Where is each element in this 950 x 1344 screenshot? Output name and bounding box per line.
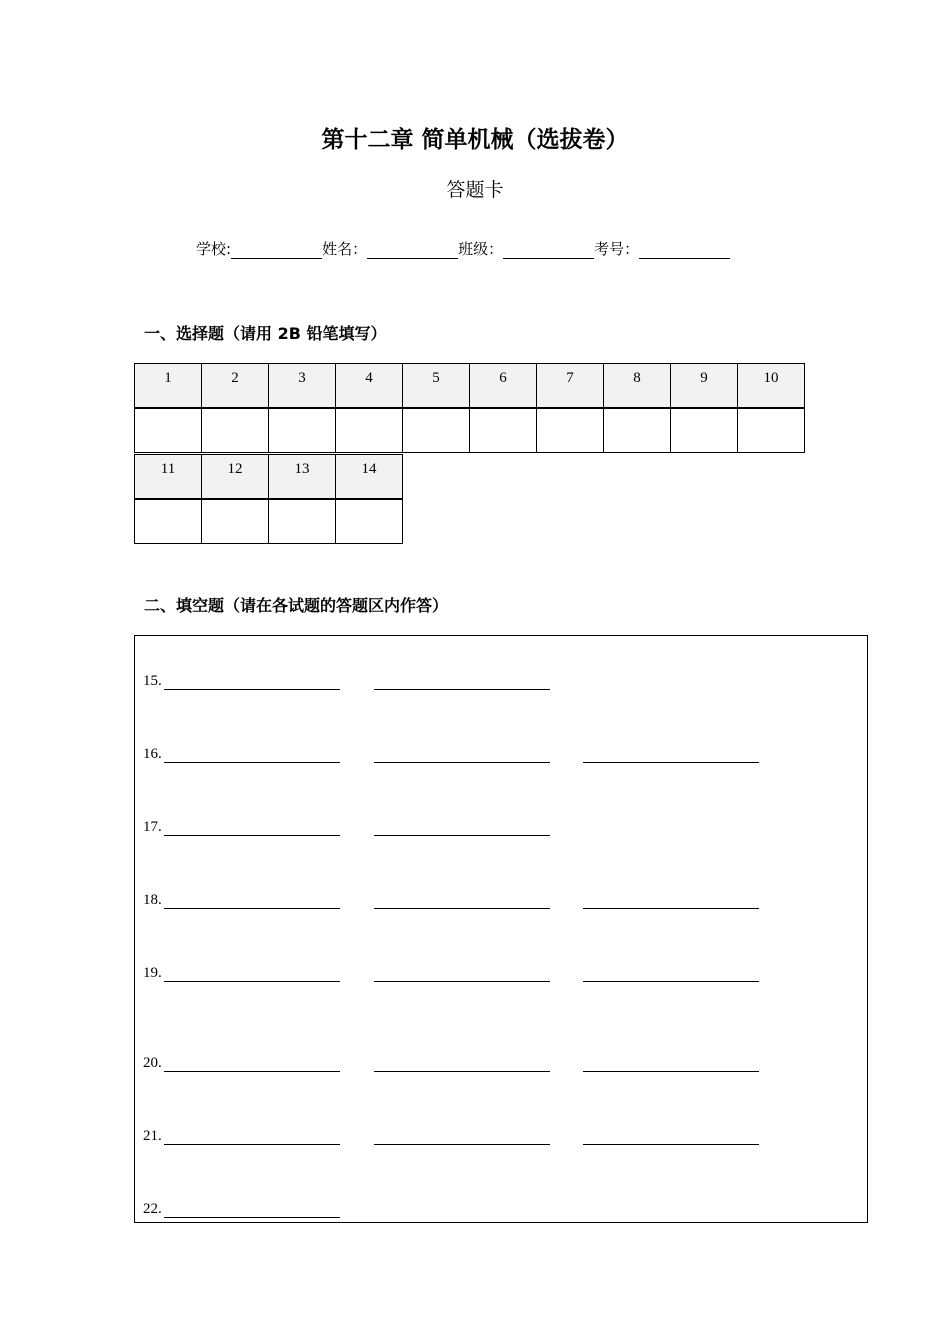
- choice-answer-row-2: [134, 500, 403, 544]
- answer-blank[interactable]: [164, 688, 340, 690]
- question-number: 22.: [143, 1201, 162, 1217]
- choice-number-cell: 11: [134, 454, 202, 499]
- choice-answer-cell[interactable]: [469, 408, 537, 453]
- page-subtitle: 答题卡: [446, 179, 504, 201]
- answer-blank[interactable]: [583, 980, 759, 982]
- choice-answer-cell[interactable]: [603, 408, 671, 453]
- page-title: 第十二章 简单机械（选拔卷）: [321, 127, 629, 153]
- exam-no-blank[interactable]: [639, 241, 730, 259]
- class-blank[interactable]: [503, 241, 594, 259]
- choice-answer-row-1: [134, 409, 805, 453]
- choice-number-cell: 10: [737, 363, 805, 408]
- choice-number-cell: 14: [335, 454, 403, 499]
- answer-blank[interactable]: [374, 761, 550, 763]
- choice-answer-cell[interactable]: [536, 408, 604, 453]
- answer-blank[interactable]: [583, 761, 759, 763]
- question-number: 15.: [143, 673, 162, 689]
- section-fill-heading: 二、填空题（请在各试题的答题区内作答）: [144, 596, 449, 615]
- question-number: 18.: [143, 892, 162, 908]
- answer-blank[interactable]: [164, 1143, 340, 1145]
- question-number: 19.: [143, 965, 162, 981]
- name-label: 姓名：: [322, 240, 368, 258]
- answer-blank[interactable]: [374, 907, 550, 909]
- exam-no-label: 考号：: [594, 240, 640, 258]
- choice-answer-cell[interactable]: [268, 408, 336, 453]
- answer-blank[interactable]: [583, 907, 759, 909]
- question-number: 17.: [143, 819, 162, 835]
- question-number: 21.: [143, 1128, 162, 1144]
- choice-number-row-1: [134, 364, 805, 408]
- answer-blank[interactable]: [164, 1216, 340, 1218]
- question-number: 20.: [143, 1055, 162, 1071]
- answer-blank[interactable]: [164, 834, 340, 836]
- answer-blank[interactable]: [583, 1143, 759, 1145]
- choice-answer-cell[interactable]: [201, 499, 269, 544]
- fill-in-answer-area: [134, 635, 868, 1223]
- class-label: 班级：: [458, 240, 504, 258]
- answer-blank[interactable]: [374, 1143, 550, 1145]
- choice-number-cell: 1: [134, 363, 202, 408]
- choice-number-cell: 4: [335, 363, 403, 408]
- answer-blank[interactable]: [164, 980, 340, 982]
- answer-blank[interactable]: [583, 1070, 759, 1072]
- choice-number-cell: 6: [469, 363, 537, 408]
- answer-blank[interactable]: [164, 1070, 340, 1072]
- school-label: 学校:: [196, 240, 232, 258]
- section-choice-heading: 一、选择题（请用 2B 铅笔填写）: [144, 324, 387, 343]
- choice-number-cell: 8: [603, 363, 671, 408]
- choice-answer-cell[interactable]: [134, 408, 202, 453]
- choice-number-row-2: [134, 455, 403, 499]
- choice-answer-cell[interactable]: [134, 499, 202, 544]
- question-number: 16.: [143, 746, 162, 762]
- choice-number-cell: 5: [402, 363, 470, 408]
- choice-answer-cell[interactable]: [268, 499, 336, 544]
- choice-answer-cell[interactable]: [335, 408, 403, 453]
- answer-blank[interactable]: [164, 761, 340, 763]
- choice-number-cell: 3: [268, 363, 336, 408]
- choice-answer-cell[interactable]: [670, 408, 738, 453]
- choice-answer-cell[interactable]: [201, 408, 269, 453]
- choice-answer-cell[interactable]: [737, 408, 805, 453]
- answer-blank[interactable]: [374, 834, 550, 836]
- choice-number-cell: 9: [670, 363, 738, 408]
- name-blank[interactable]: [367, 241, 458, 259]
- answer-blank[interactable]: [374, 688, 550, 690]
- choice-number-cell: 12: [201, 454, 269, 499]
- school-blank[interactable]: [231, 241, 322, 259]
- answer-blank[interactable]: [374, 1070, 550, 1072]
- choice-answer-cell[interactable]: [402, 408, 470, 453]
- choice-number-cell: 7: [536, 363, 604, 408]
- choice-answer-cell[interactable]: [335, 499, 403, 544]
- choice-number-cell: 2: [201, 363, 269, 408]
- answer-blank[interactable]: [374, 980, 550, 982]
- answer-blank[interactable]: [164, 907, 340, 909]
- student-info-line: [196, 235, 730, 259]
- choice-number-cell: 13: [268, 454, 336, 499]
